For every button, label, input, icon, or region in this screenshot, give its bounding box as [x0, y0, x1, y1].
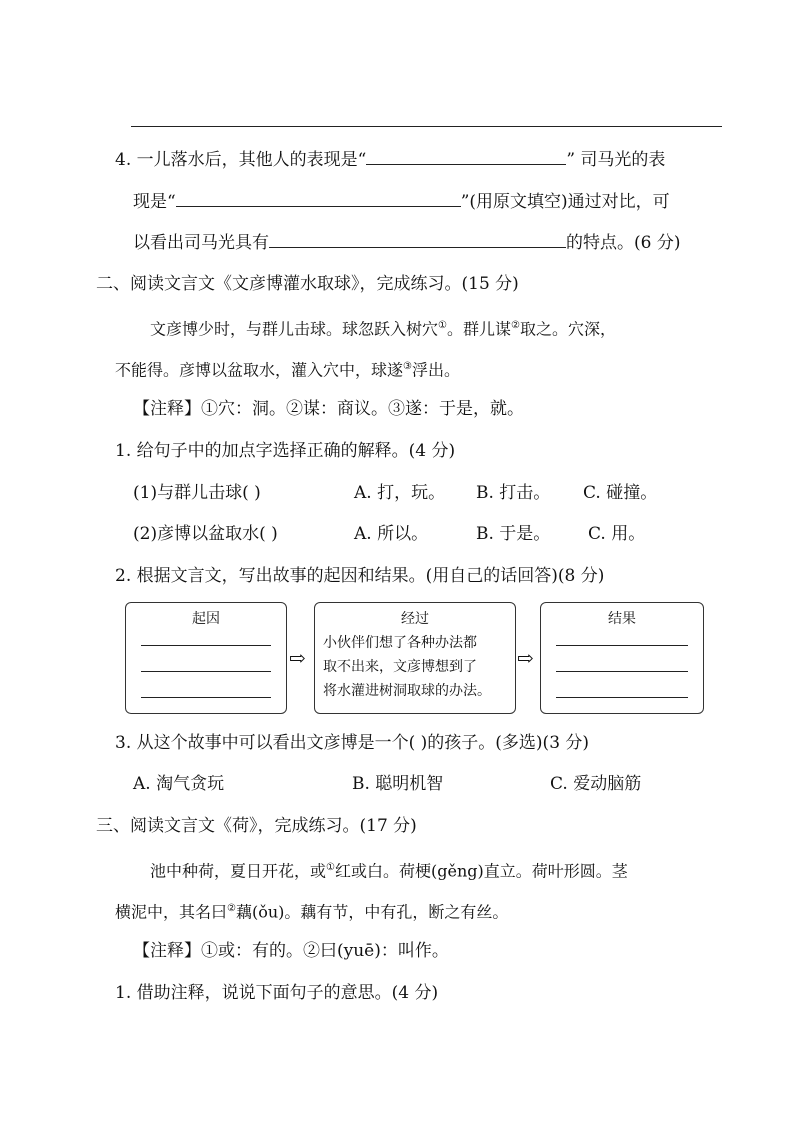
process-line-1: 小伙伴们想了各种办法都: [323, 635, 477, 651]
q4-blank-3[interactable]: [269, 231, 566, 248]
s2-q3-option-b[interactable]: B. 聪明机智: [352, 774, 444, 794]
section3-heading: 三、阅读文言文《荷》，完成练习。(17 分): [96, 816, 417, 836]
q4-line3-text-b: 的特点。(6 分): [566, 233, 681, 253]
result-answer-line-1[interactable]: [556, 645, 688, 646]
cause-answer-line-1[interactable]: [141, 645, 271, 646]
passage-text: 取之。穴深，: [519, 319, 616, 339]
result-answer-line-2[interactable]: [556, 671, 688, 672]
s2-q2-stem: 2. 根据文言文，写出故事的起因和结果。(用自己的话回答)(8 分): [115, 566, 605, 586]
q4-line1: [115, 148, 665, 171]
top-rule: [131, 126, 722, 127]
footnote-marker: ②: [511, 320, 520, 331]
s2-q1-sub2-option-b[interactable]: B. 于是。: [476, 524, 551, 544]
section2-passage-line2: [115, 356, 460, 381]
q4-blank-2[interactable]: [176, 190, 461, 207]
section3-passage-line1: [150, 857, 628, 882]
s2-q1-sub2-option-a[interactable]: A. 所以。: [354, 524, 429, 544]
section3-notes: 【注释】①或：有的。②曰(yuē)：叫作。: [133, 941, 449, 961]
process-box-text: [323, 631, 491, 703]
passage-text: 。群儿谋: [446, 319, 511, 339]
cause-box: [125, 602, 287, 714]
passage-text: 横泥中，其名曰: [115, 902, 228, 922]
result-answer-line-3[interactable]: [556, 697, 688, 698]
s2-q1-stem: 1. 给句子中的加点字选择正确的解释。(4 分): [115, 441, 456, 461]
s2-q1-sub2-stem: (2)彦博以盆取水( ): [133, 524, 278, 544]
q4-line3-text-a: 以看出司马光具有: [133, 233, 269, 253]
section2-notes: 【注释】①穴：洞。②谋：商议。③遂：于是，就。: [133, 399, 524, 419]
result-box: [540, 602, 704, 714]
process-box: [314, 602, 516, 714]
passage-text: 浮出。: [411, 360, 460, 380]
footnote-marker: ①: [326, 862, 335, 873]
footnote-marker: ①: [438, 320, 447, 331]
footnote-marker: ②: [227, 903, 236, 914]
cause-box-title: 起因: [192, 611, 220, 627]
cause-answer-line-2[interactable]: [141, 671, 271, 672]
process-box-title: 经过: [401, 611, 429, 627]
q4-blank-1[interactable]: [366, 148, 566, 165]
flow-arrow-icon: ⇨: [289, 646, 306, 670]
s2-q3-stem: 3. 从这个故事中可以看出文彦博是一个( )的孩子。(多选)(3 分): [115, 733, 590, 753]
q4-line1-text-a: 4. 一儿落水后，其他人的表现是“: [115, 150, 367, 170]
s2-q3-option-a[interactable]: A. 淘气贪玩: [133, 774, 225, 794]
q4-line3: [133, 231, 680, 254]
process-line-3: 将水灌进树洞取球的办法。: [323, 683, 491, 699]
q4-line2-text-a: 现是“: [133, 192, 176, 212]
passage-text: 文彦博少时，与群儿击球。球忽跃入树穴: [150, 319, 439, 339]
s2-q1-sub1-option-b[interactable]: B. 打击。: [476, 483, 551, 503]
s3-q1-stem: 1. 借助注释，说说下面句子的意思。(4 分): [115, 983, 439, 1003]
q4-line2: [133, 190, 670, 213]
section3-passage-line2: [115, 898, 508, 923]
q4-line1-text-b: ” 司马光的表: [566, 150, 666, 170]
passage-text: 池中种荷，夏日开花，或: [150, 861, 327, 881]
result-box-title: 结果: [608, 611, 636, 627]
q4-line2-text-b: ”(用原文填空)通过对比，可: [460, 192, 670, 212]
s2-q1-sub2-option-c[interactable]: C. 用。: [588, 524, 646, 544]
s2-q1-sub1-stem: (1)与群儿击球( ): [133, 483, 261, 503]
passage-text: 红或白。荷梗(gěng)直立。荷叶形圆。茎: [334, 861, 628, 881]
passage-text: 不能得。彦博以盆取水，灌入穴中，球遂: [115, 360, 404, 380]
passage-text: 藕(ǒu)。藕有节，中有孔，断之有丝。: [235, 902, 509, 922]
footnote-marker: ③: [403, 361, 412, 372]
section2-passage-line1: [150, 315, 616, 340]
s2-q1-sub1-option-c[interactable]: C. 碰撞。: [583, 483, 658, 503]
cause-answer-line-3[interactable]: [141, 697, 271, 698]
s2-q1-sub1-option-a[interactable]: A. 打，玩。: [354, 483, 446, 503]
flow-arrow-icon: ⇨: [517, 646, 534, 670]
process-line-2: 取不出来，文彦博想到了: [323, 659, 477, 675]
s2-q3-option-c[interactable]: C. 爱动脑筋: [550, 774, 642, 794]
section2-heading: 二、阅读文言文《文彦博灌水取球》，完成练习。(15 分): [96, 274, 519, 294]
